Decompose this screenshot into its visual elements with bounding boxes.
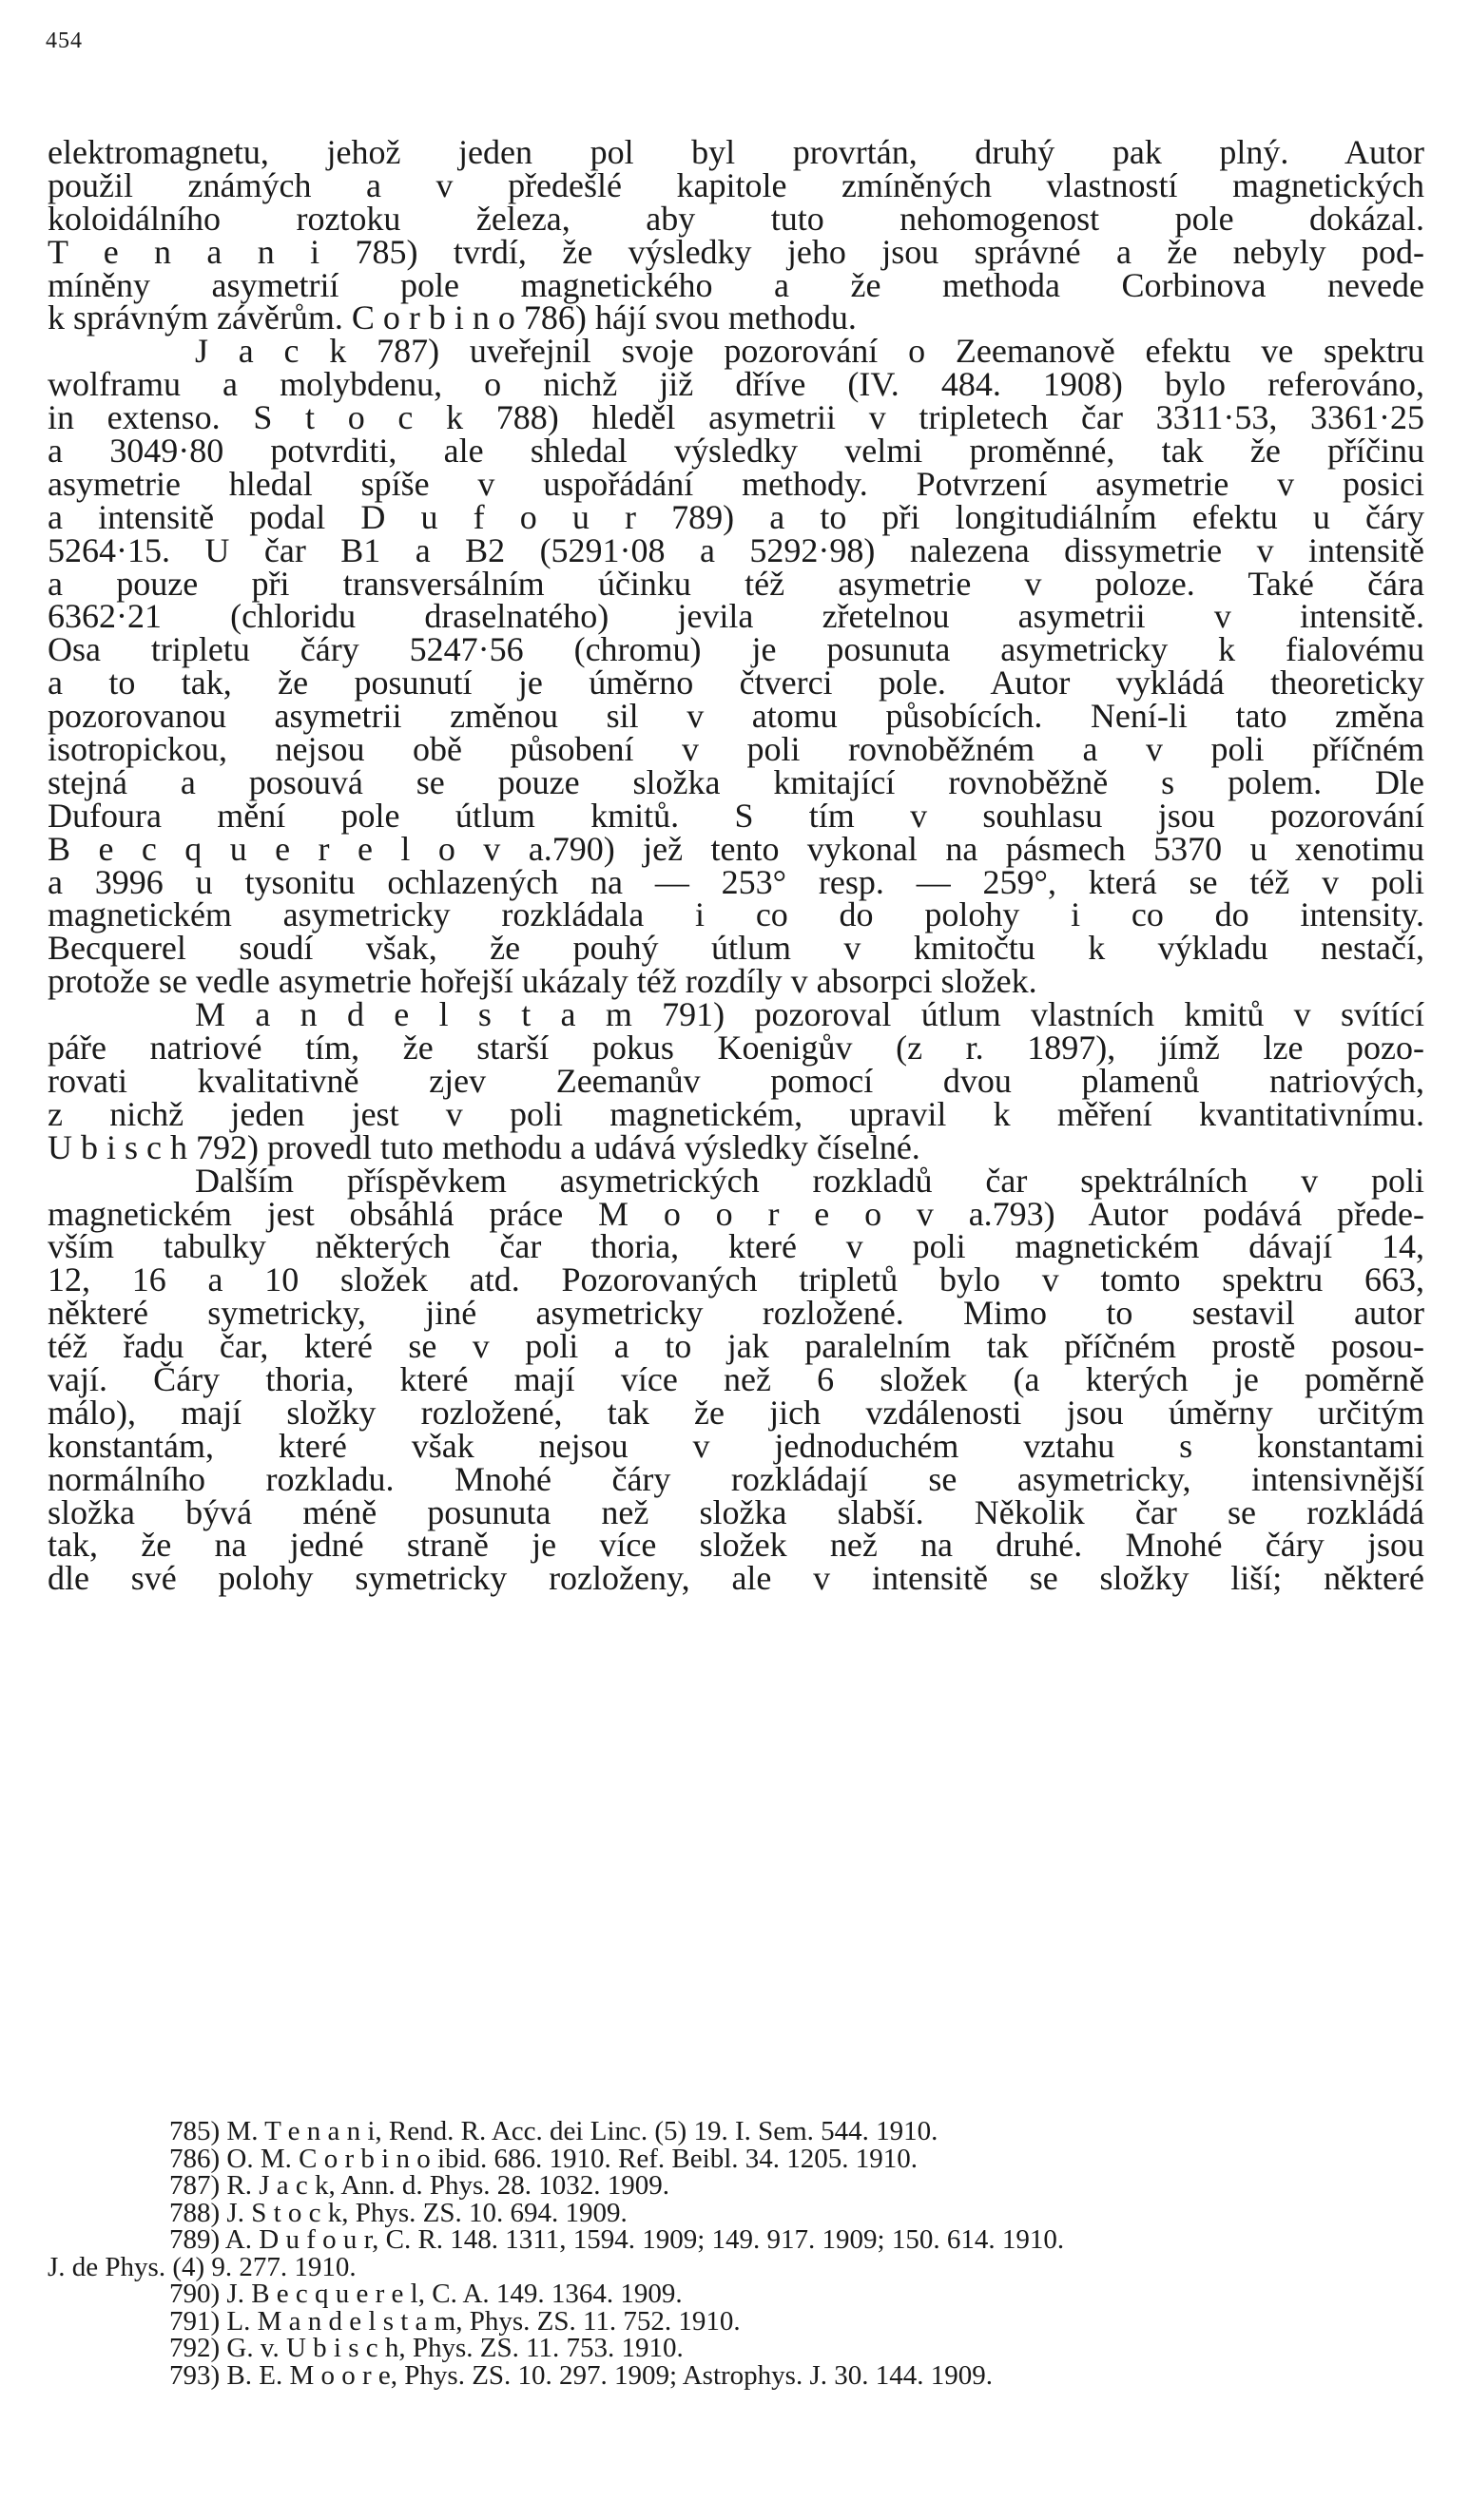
text-line: vším tabulky některých čar thoria, které v poli magnetickém dávají 14, — [48, 1227, 1424, 1266]
text-line: tak, že na jedné straně je více složek než na druhé. Mnohé čáry jsou — [48, 1526, 1424, 1565]
text-line: wolframu a molybdenu, o nichž již dříve (IV. 484. 1908) bylo referováno, — [48, 365, 1424, 404]
text-line: a intensitě podal D u f o u r 789) a to při longitudiálním efektu u čáry — [48, 497, 1424, 536]
text-line: B e c q u e r e l o v a.790) jež tento vykonal na pásmech 5370 u xenotimu — [48, 829, 1424, 868]
text-line: asymetrie hledal spíše v uspořádání methody. Potvrzení asymetrie v posici — [48, 464, 1424, 503]
text-line: a 3996 u tysonitu ochlazených na — 253° resp. — 259°, která se též v poli — [48, 862, 1424, 901]
text-line: složka bývá méně posunuta než složka slabší. Několik čar se rozkládá — [48, 1492, 1424, 1531]
text-line: a 3049·80 potvrditi, ale shledal výsledky velmi proměnné, tak že příčinu — [48, 432, 1424, 471]
text-line: vají. Čáry thoria, které mají více než 6 složek (a kterých je poměrně — [48, 1359, 1424, 1398]
text-line: některé symetricky, jiné asymetricky rozložené. Mimo to sestavil autor — [48, 1294, 1424, 1333]
text-line: použil známých a v předešlé kapitole zmíněných vlastností magnetických — [48, 165, 1424, 204]
text-line: 5264·15. U čar B1 a B2 (5291·08 a 5292·98) nalezena dissymetrie v intensitě — [48, 530, 1424, 569]
footnote: J. de Phys. (4) 9. 277. 1910. — [48, 2251, 357, 2282]
text-line: magnetickém jest obsáhlá práce M o o r e o v a.793) Autor podává přede- — [48, 1194, 1424, 1233]
text-line: in extenso. S t o c k 788) hleděl asymetrii v tripletech čar 3311·53, 3361·25 — [48, 398, 1424, 437]
text-line: Becquerel soudí však, že pouhý útlum v kmitočtu k výkladu nestačí, — [48, 929, 1424, 968]
text-line: málo), mají složky rozložené, tak že jich vzdálenosti jsou úměrny určitým — [48, 1393, 1424, 1432]
text-line: magnetickém asymetricky rozkládala i co do polohy i co do intensity. — [48, 895, 1424, 934]
text-line: normálního rozkladu. Mnohé čáry rozkládají se asymetricky, intensivnější — [48, 1459, 1424, 1498]
footnote: 790) J. B e c q u e r e l, C. A. 149. 1364. 1909. — [169, 2279, 683, 2309]
text-line: T e n a n i 785) tvrdí, že výsledky jeho jsou správné a že nebyly pod- — [48, 232, 1424, 271]
text-line: Dalším příspěvkem asymetrických rozkladů čar spektrálních v poli — [195, 1161, 1424, 1200]
text-line: Dufoura mění pole útlum kmitů. S tím v souhlasu jsou pozorování — [48, 796, 1424, 835]
text-line: páře natriové tím, že starší pokus Koenigův (z r. 1897), jímž lze pozo- — [48, 1029, 1424, 1068]
text-line: M a n d e l s t a m 791) pozoroval útlum vlastních kmitů v svítící — [195, 995, 1424, 1034]
text-line: míněny asymetrií pole magnetického a že methoda Corbinova nevede — [48, 265, 1424, 304]
text-line: J a c k 787) uveřejnil svoje pozorování o Zeemanově efektu ve spektru — [195, 332, 1424, 371]
text-line: konstantám, které však nejsou v jednoduchém vztahu s konstantami — [48, 1426, 1424, 1465]
footnote: 789) A. D u f o u r, C. R. 148. 1311, 1594. 1909; 149. 917. 1909; 150. 614. 1910. — [169, 2224, 1065, 2255]
text-line: protože se vedle asymetrie hořejší ukázaly též rozdíly v absorpci složek. — [48, 962, 1037, 1001]
footnote: 785) M. T e n a n i, Rend. R. Acc. dei Linc. (5) 19. I. Sem. 544. 1910. — [169, 2116, 938, 2146]
text-line: Osa tripletu čáry 5247·56 (chromu) je posunuta asymetricky k fialovému — [48, 630, 1424, 669]
page-number: 454 — [46, 29, 83, 53]
footnote: 788) J. S t o c k, Phys. ZS. 10. 694. 1909. — [169, 2197, 628, 2228]
text-line: k správným závěrům. C o r b i n o 786) hájí svou methodu. — [48, 298, 857, 337]
footnotes — [48, 2118, 1424, 2389]
footnote: 792) G. v. U b i s c h, Phys. ZS. 11. 753. 1910. — [169, 2333, 684, 2363]
text-line: a pouze při transversálním účinku též asymetrie v poloze. Také čára — [48, 564, 1424, 603]
text-line: isotropickou, nejsou obě působení v poli rovnoběžném a v poli příčném — [48, 730, 1424, 769]
text-line: dle své polohy symetricky rozloženy, ale v intensitě se složky liší; některé — [48, 1559, 1424, 1598]
text-line: a to tak, že posunutí je úměrno čtverci pole. Autor vykládá theoreticky — [48, 664, 1424, 702]
text-line: koloidálního roztoku železa, aby tuto nehomogenost pole dokázal. — [48, 199, 1424, 238]
footnote: 787) R. J a c k, Ann. d. Phys. 28. 1032. 1909. — [169, 2170, 670, 2201]
text-line: elektromagnetu, jehož jeden pol byl provrtán, druhý pak plný. Autor — [48, 133, 1424, 171]
text-line: z nichž jeden jest v poli magnetickém, upravil k měření kvantitativnímu. — [48, 1094, 1424, 1133]
text-line: rovati kvalitativně zjev Zeemanův pomocí dvou plamenů natriových, — [48, 1061, 1424, 1100]
text-line: stejná a posouvá se pouze složka kmitající rovnoběžně s polem. Dle — [48, 762, 1424, 801]
footnote: 793) B. E. M o o r e, Phys. ZS. 10. 297. 1909; Astrophys. J. 30. 144. 1909. — [169, 2359, 994, 2391]
footnote: 786) O. M. C o r b i n o ibid. 686. 1910. Ref. Beibl. 34. 1205. 1910. — [169, 2143, 919, 2174]
text-line: U b i s c h 792) provedl tuto methodu a udává výsledky číselné. — [48, 1127, 920, 1166]
footnote: 791) L. M a n d e l s t a m, Phys. ZS. 11. 752. 1910. — [169, 2305, 741, 2337]
text-line: 6362·21 (chloridu draselnatého) jevila zřetelnou asymetrii v intensitě. — [48, 597, 1424, 636]
text-line: 12, 16 a 10 složek atd. Pozorovaných tripletů bylo v tomto spektru 663, — [48, 1260, 1424, 1299]
body-text — [48, 133, 1424, 1598]
text-line: též řadu čar, které se v poli a to jak paralelním tak příčném prostě posou- — [48, 1327, 1424, 1366]
text-line: pozorovanou asymetrii změnou sil v atomu působících. Není-li tato změna — [48, 697, 1424, 736]
